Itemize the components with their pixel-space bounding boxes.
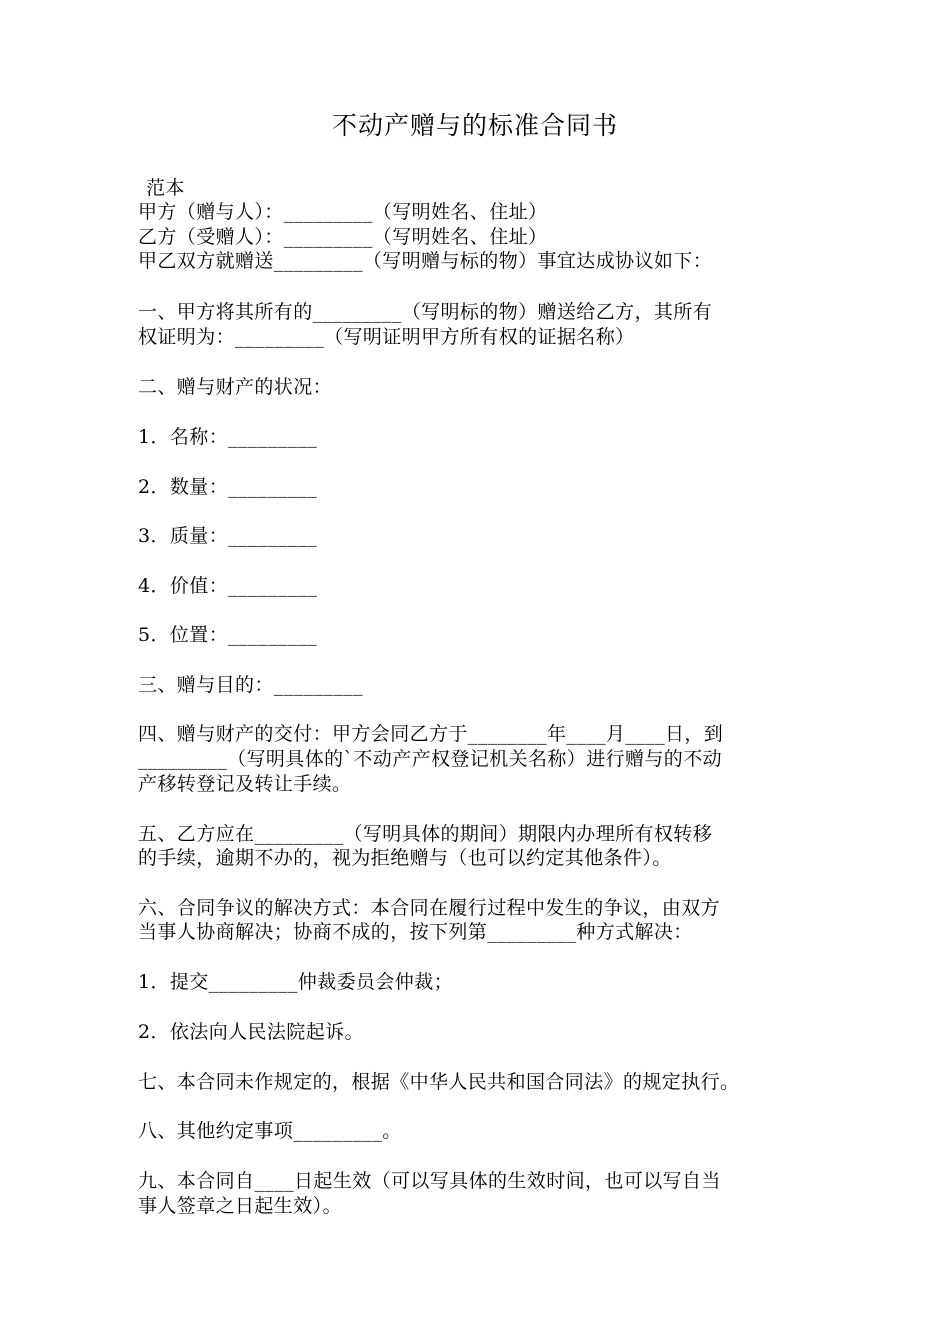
clause-4-line-3: 产移转登记及转让手续。 [138, 773, 352, 795]
agreement-intro-line: 甲乙双方就赠送_________（写明赠与标的物）事宜达成协议如下： [138, 250, 713, 272]
document-title: 不动产赠与的标准合同书 [331, 111, 618, 140]
dispute-option-1: 1．提交_________仲裁委员会仲裁； [138, 971, 453, 993]
clause-4-line-1: 四、赠与财产的交付：甲方会同乙方于________年____月____日，到 [138, 723, 724, 745]
clause-6-line-1: 六、合同争议的解决方式：本合同在履行过程中发生的争议，由双方 [138, 897, 721, 919]
clause-7-line: 七、本合同未作规定的，根据《中华人民共和国合同法》的规定执行。 [138, 1071, 740, 1093]
clause-5-line-1: 五、乙方应在_________（写明具体的期间）期限内办理所有权转移 [138, 823, 713, 845]
sample-label: 范本 [146, 177, 185, 199]
party-b-line: 乙方（受赠人）：_________（写明姓名、住址） [138, 226, 548, 248]
property-location-line: 5．位置：_________ [138, 624, 318, 646]
property-value-line: 4．价值：_________ [138, 575, 318, 597]
clause-2-heading: 二、赠与财产的状况： [138, 376, 333, 398]
property-name-line: 1．名称：_________ [138, 426, 318, 448]
clause-3-line: 三、赠与目的：_________ [138, 674, 363, 696]
clause-1-line-2: 权证明为：_________（写明证明甲方所有权的证据名称） [138, 326, 635, 348]
clause-4-line-2: _________（写明具体的`不动产产权登记机关名称）进行赠与的不动 [138, 748, 723, 770]
clause-9-line-1: 九、本合同自____日起生效（可以写具体的生效时间，也可以写自当 [138, 1170, 721, 1192]
party-a-line: 甲方（赠与人）：_________（写明姓名、住址） [138, 201, 548, 223]
dispute-option-2: 2．依法向人民法院起诉。 [138, 1021, 364, 1043]
property-quantity-line: 2．数量：_________ [138, 476, 318, 498]
clause-5-line-2: 的手续，逾期不办的，视为拒绝赠与（也可以约定其他条件）。 [138, 847, 672, 869]
clause-9-line-2: 事人签章之日起生效）。 [138, 1195, 342, 1217]
clause-8-line: 八、其他约定事项_________。 [138, 1120, 402, 1142]
clause-6-line-2: 当事人协商解决；协商不成的，按下列第_________种方式解决： [138, 921, 693, 943]
property-quality-line: 3．质量：_________ [138, 525, 318, 547]
clause-1-line-1: 一、甲方将其所有的_________（写明标的物）赠送给乙方，其所有 [138, 301, 713, 323]
